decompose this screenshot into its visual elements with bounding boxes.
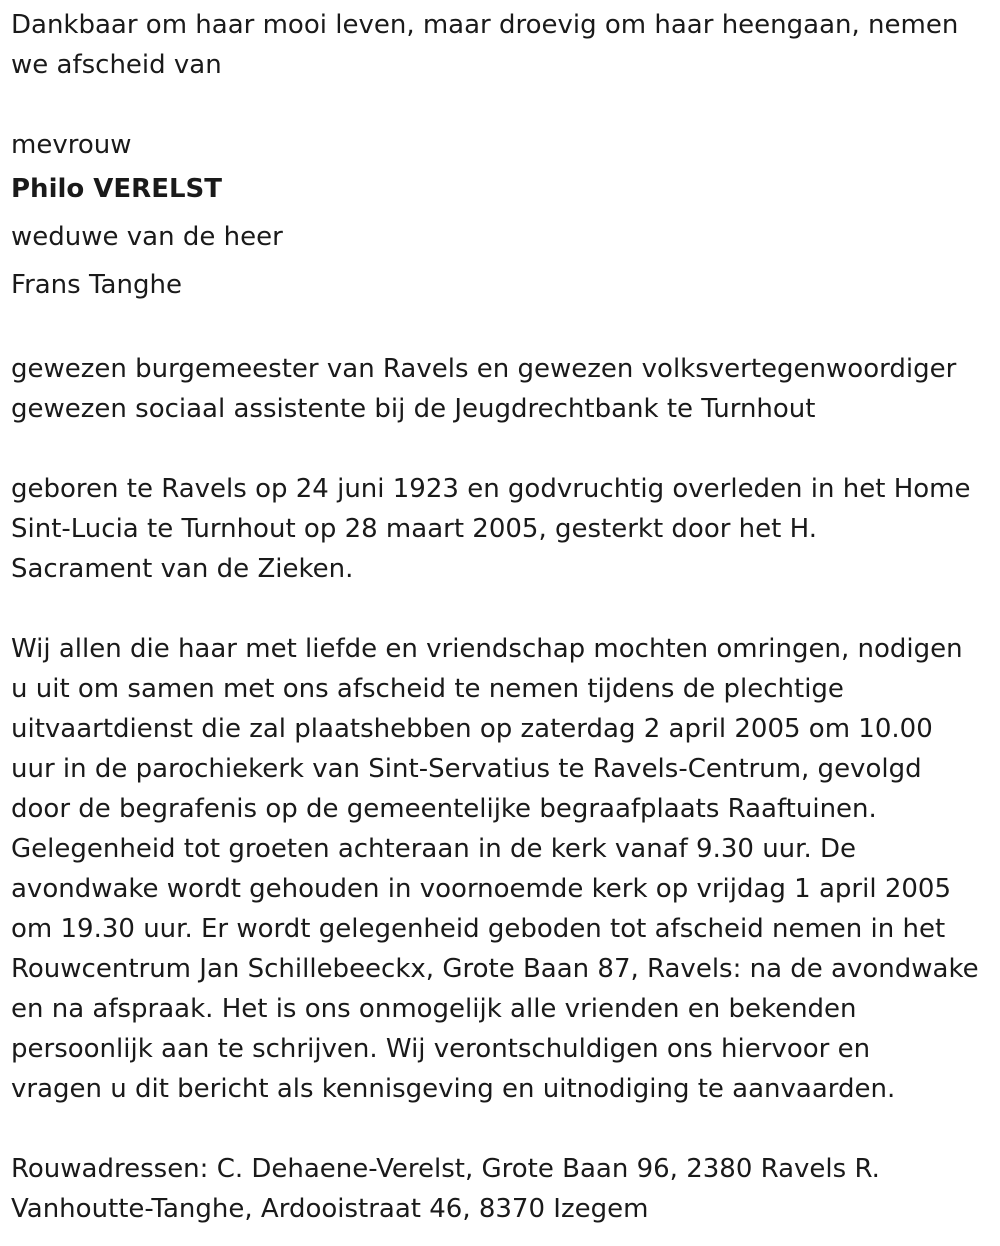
invitation-line: om 19.30 uur. Er wordt gelegenheid geboden tot afscheid nemen in het [11,914,946,944]
invitation-line: door de begrafenis op de gemeentelijke begraafplaats Raaftuinen. [11,794,877,824]
intro-paragraph [11,5,996,85]
invitation-line: uur in de parochiekerk van Sint-Servatius te Ravels-Centrum, gevolgd [11,754,922,784]
invitation-line: en na afspraak. Het is ons onmogelijk alle vrienden en bekenden [11,994,857,1024]
spacer [11,309,996,349]
deceased-relation: weduwe van de heer [11,222,283,252]
birth-death-line: Sint-Lucia te Turnhout op 28 maart 2005, gesterkt door het H. [11,514,817,544]
roles-paragraph [11,349,996,429]
invitation-line: persoonlijk aan te schrijven. Wij verontschuldigen ons hiervoor en [11,1034,871,1064]
birth-death-paragraph [11,469,996,589]
invitation-line: vragen u dit bericht als kennisgeving en uitnodiging te aanvaarden. [11,1074,896,1104]
obituary-document [11,5,996,1229]
invitation-line: u uit om samen met ons afscheid te nemen tijdens de plechtige [11,674,844,704]
spacer [11,589,996,629]
addresses-paragraph [11,1149,996,1229]
deceased-name: Philo VERELST [11,174,222,204]
invitation-line: avondwake wordt gehouden in voornoemde kerk op vrijdag 1 april 2005 [11,874,951,904]
birth-death-line: Sacrament van de Zieken. [11,554,354,584]
intro-line: we afscheid van [11,50,222,80]
address-line: Vanhoutte-Tanghe, Ardooistraat 46, 8370 Izegem [11,1194,649,1224]
address-line: Rouwadressen: C. Dehaene-Verelst, Grote Baan 96, 2380 Ravels R. [11,1154,880,1184]
spacer [11,1109,996,1149]
invitation-line: Gelegenheid tot groeten achteraan in de kerk vanaf 9.30 uur. De [11,834,856,864]
invitation-line: Rouwcentrum Jan Schillebeeckx, Grote Baan 87, Ravels: na de avondwake [11,954,979,984]
roles-line: gewezen burgemeester van Ravels en gewezen volksvertegenwoordiger [11,354,957,384]
deceased-title: mevrouw [11,130,132,160]
roles-line: gewezen sociaal assistente bij de Jeugdrechtbank te Turnhout [11,394,816,424]
intro-line: Dankbaar om haar mooi leven, maar droevig om haar heengaan, nemen [11,10,959,40]
invitation-line: uitvaartdienst die zal plaatshebben op zaterdag 2 april 2005 om 10.00 [11,714,933,744]
spacer [11,429,996,469]
spouse-name: Frans Tanghe [11,270,182,300]
birth-death-line: geboren te Ravels op 24 juni 1923 en godvruchtig overleden in het Home [11,474,971,504]
invitation-line: Wij allen die haar met liefde en vriendschap mochten omringen, nodigen [11,634,963,664]
deceased-block [11,125,996,309]
invitation-paragraph [11,629,996,1109]
spacer [11,85,996,125]
